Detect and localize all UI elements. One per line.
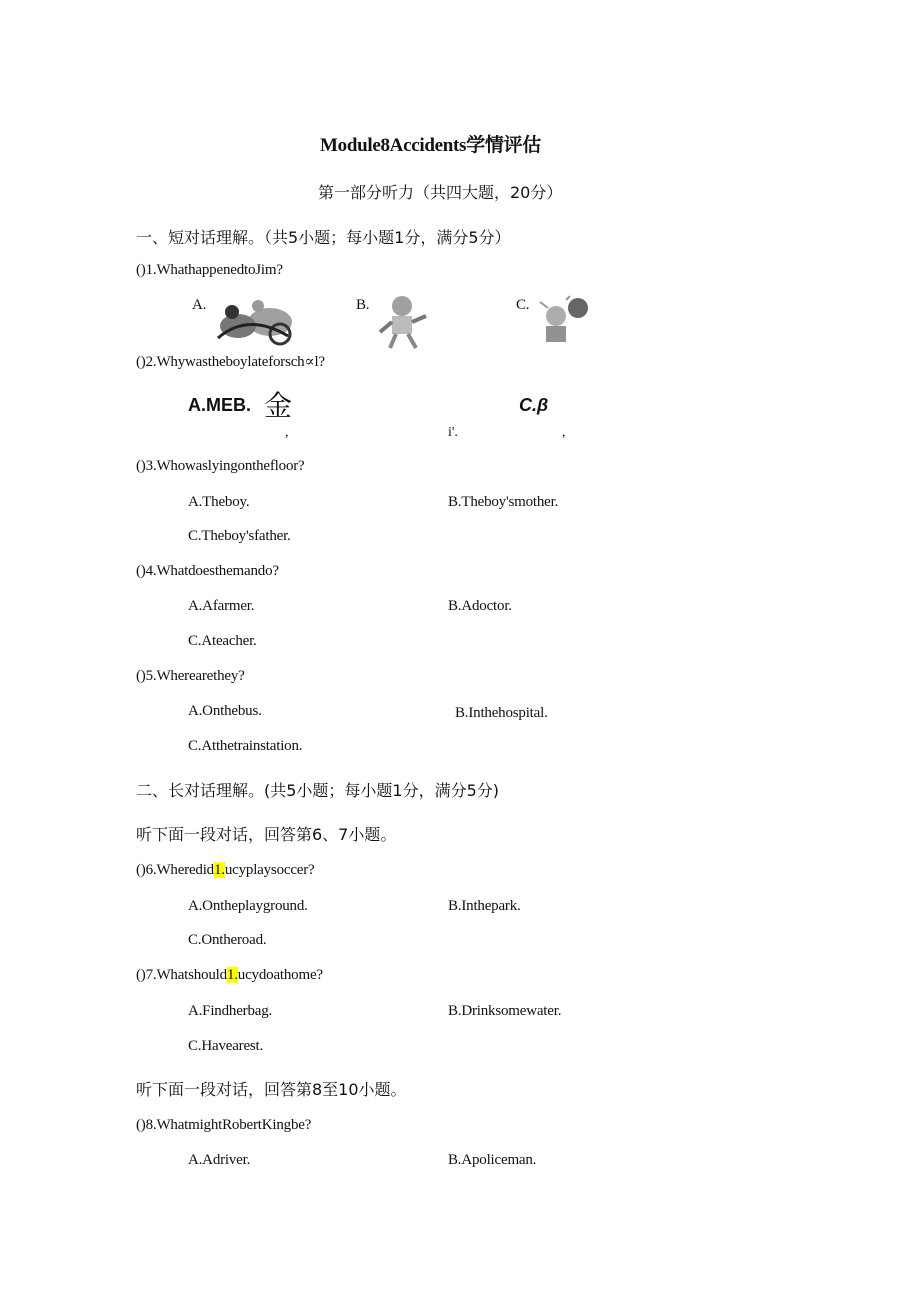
bike-accident-picture (208, 292, 300, 350)
q7-option-a: A.Findherbag. (188, 1003, 273, 1019)
question-5: ()5.Wherearethey? (136, 668, 245, 684)
q1-option-b-label: B. (356, 297, 370, 313)
q1-option-a-label: A. (192, 297, 207, 313)
ball-hit-boy-picture (530, 292, 594, 350)
q6-highlight: 1. (213, 862, 225, 878)
q4-option-c: C.Ateacher. (188, 633, 257, 649)
q5-option-b: B.Inthehospital. (455, 705, 548, 721)
instruction-q8-10: 听下面一段对话，回答第8至10小题。 (136, 1080, 407, 1099)
question-3: ()3.Whowaslyingonthefloor? (136, 458, 305, 474)
q6-option-c: C.Ontheroad. (188, 932, 267, 948)
question-1: ()1.WhathappenedtoJim? (136, 262, 283, 278)
q5-option-a: A.Onthebus. (188, 703, 262, 719)
part1-heading: 第一部分听力（共四大题，20分） (318, 183, 563, 202)
q4-option-a: A.Afarmer. (188, 598, 255, 614)
q2-option-c: C.β (519, 395, 549, 415)
instruction-q6-7: 听下面一段对话，回答第6、7小题。 (136, 825, 397, 844)
q7-text-post: ucydoathome? (237, 967, 323, 983)
q2-mark-2: i'. (448, 425, 458, 440)
question-2: ()2.Whywastheboylateforsch∝l? (136, 354, 325, 370)
q3-option-c: C.Theboy'sfather. (188, 528, 291, 544)
q8-option-b: B.Apoliceman. (448, 1152, 537, 1168)
q6-option-b: B.Inthepark. (448, 898, 521, 914)
q3-option-b: B.Theboy'smother. (448, 494, 559, 510)
q2-mark-3: , (562, 425, 566, 440)
q5-option-c: C.Atthetrainstation. (188, 738, 303, 754)
q3-option-a: A.Theboy. (188, 494, 250, 510)
question-4: ()4.Whatdoesthemando? (136, 563, 279, 579)
section2-heading: 二、长对话理解。(共5小题；每小题1分，满分5分) (136, 781, 500, 800)
q2-option-b-glyph: 金 (264, 389, 293, 422)
question-7 (136, 967, 323, 984)
section1-heading: 一、短对话理解。（共5小题；每小题1分，满分5分） (136, 228, 511, 247)
q6-text-post: ucyplaysoccer? (224, 862, 315, 878)
q4-option-b: B.Adoctor. (448, 598, 512, 614)
q7-option-c: C.Havearest. (188, 1038, 264, 1054)
q2-mark-1: , (285, 425, 289, 440)
q8-option-a: A.Adriver. (188, 1152, 251, 1168)
page-title: Module8Accidents学情评估 (320, 135, 541, 156)
q7-option-b: B.Drinksomewater. (448, 1003, 562, 1019)
q6-option-a: A.Ontheplayground. (188, 898, 308, 914)
q2-option-ab: A.MEB. (188, 395, 251, 415)
question-6 (136, 862, 315, 879)
q7-highlight: 1. (226, 967, 238, 983)
q1-option-c-label: C. (516, 297, 530, 313)
q7-text-pre: ()7.Whatshould (136, 967, 227, 983)
injured-boy-picture (372, 292, 436, 350)
question-8: ()8.WhatmightRobertKingbe? (136, 1117, 312, 1133)
q6-text-pre: ()6.Wheredid (136, 862, 214, 878)
